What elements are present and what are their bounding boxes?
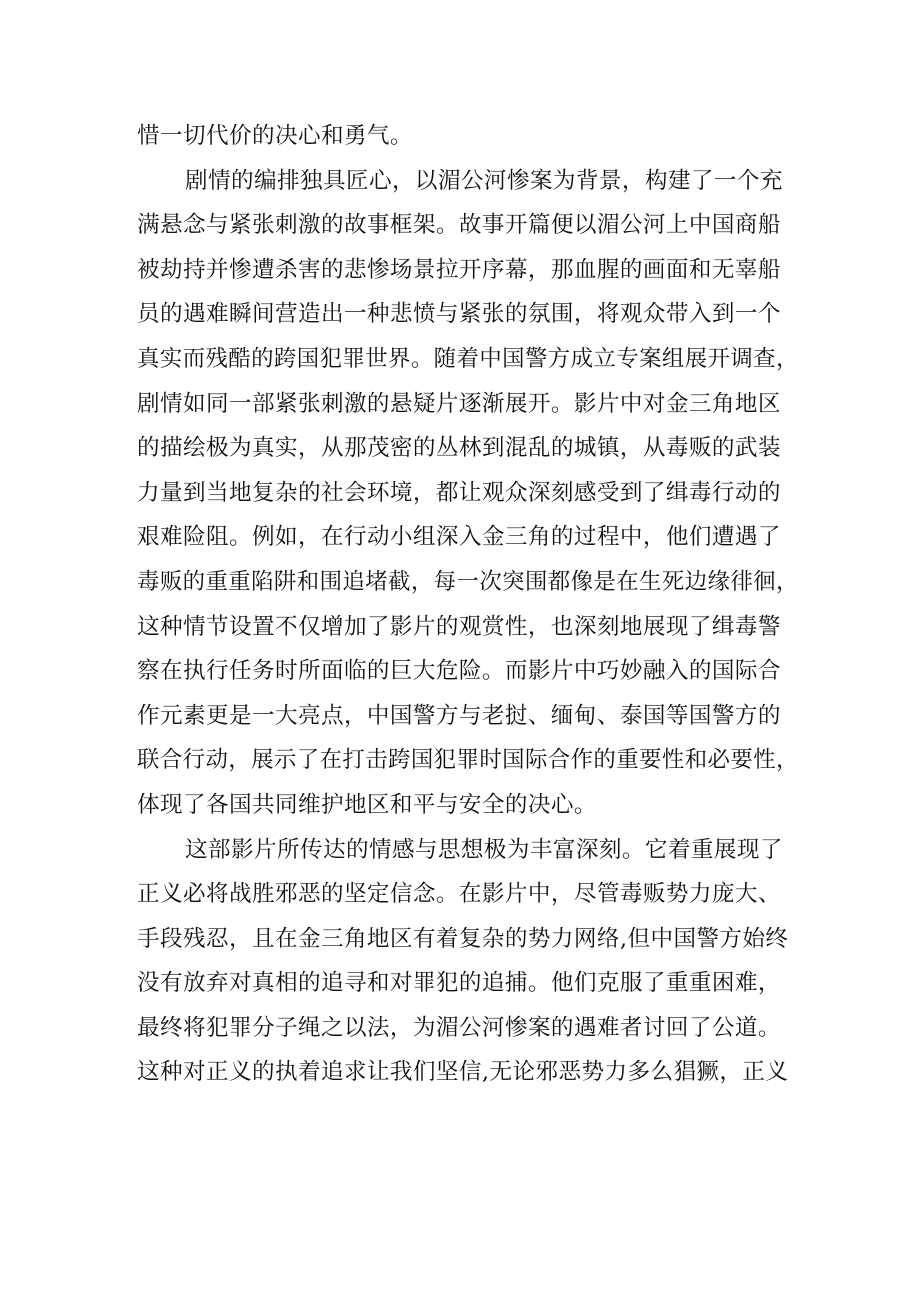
text-line: 艰难险阻。例如，在行动小组深入金三角的过程中，他们遭遇了 [137, 524, 781, 551]
text-line: 这部影片所传达的情感与思想极为丰富深刻。它着重展现了 [185, 836, 783, 863]
text-line: 手段残忍，且在金三角地区有着复杂的势力网络,但中国警方始终 [137, 925, 789, 952]
text-line: 的描绘极为真实，从那茂密的丛林到混乱的城镇，从毒贩的武装 [137, 435, 781, 462]
text-line: 力量到当地复杂的社会环境，都让观众深刻感受到了缉毒行动的 [137, 479, 781, 506]
text-line: 最终将犯罪分子绳之以法，为湄公河惨案的遇难者讨回了公道。 [137, 1014, 781, 1041]
text-line: 没有放弃对真相的追寻和对罪犯的追捕。他们克服了重重困难， [137, 970, 781, 997]
text-line: 作元素更是一大亮点，中国警方与老挝、缅甸、泰国等国警方的 [137, 702, 781, 729]
text-line: 真实而残酷的跨国犯罪世界。随着中国警方成立专案组展开调查， [137, 345, 799, 372]
document-body [137, 114, 797, 1095]
text-line: 体现了各国共同维护地区和平与安全的决心。 [137, 791, 597, 818]
text-line: 惜一切代价的决心和勇气。 [137, 123, 413, 149]
text-line: 这种对正义的执着追求让我们坚信,无论邪恶势力多么猖獗，正义 [137, 1059, 789, 1086]
text-line: 毒贩的重重陷阱和围追堵截，每一次突围都像是在生死边缘徘徊， [137, 568, 799, 595]
text-line: 这种情节设置不仅增加了影片的观赏性，也深刻地展现了缉毒警 [137, 613, 781, 640]
text-line: 正义必将战胜邪恶的坚定信念。在影片中，尽管毒贩势力庞大、 [137, 881, 781, 908]
text-line: 联合行动，展示了在打击跨国犯罪时国际合作的重要性和必要性， [137, 747, 799, 774]
text-line: 员的遇难瞬间营造出一种悲愤与紧张的氛围，将观众带入到一个 [137, 301, 781, 328]
text-line: 剧情的编排独具匠心，以湄公河惨案为背景，构建了一个充 [185, 167, 783, 194]
text-line: 满悬念与紧张刺激的故事框架。故事开篇便以湄公河上中国商船 [137, 212, 781, 239]
text-line: 察在执行任务时所面临的巨大危险。而影片中巧妙融入的国际合 [137, 658, 781, 685]
text-line: 被劫持并惨遭杀害的悲惨场景拉开序幕，那血腥的画面和无辜船 [137, 256, 781, 283]
text-line: 剧情如同一部紧张刺激的悬疑片逐渐展开。影片中对金三角地区 [137, 390, 781, 417]
